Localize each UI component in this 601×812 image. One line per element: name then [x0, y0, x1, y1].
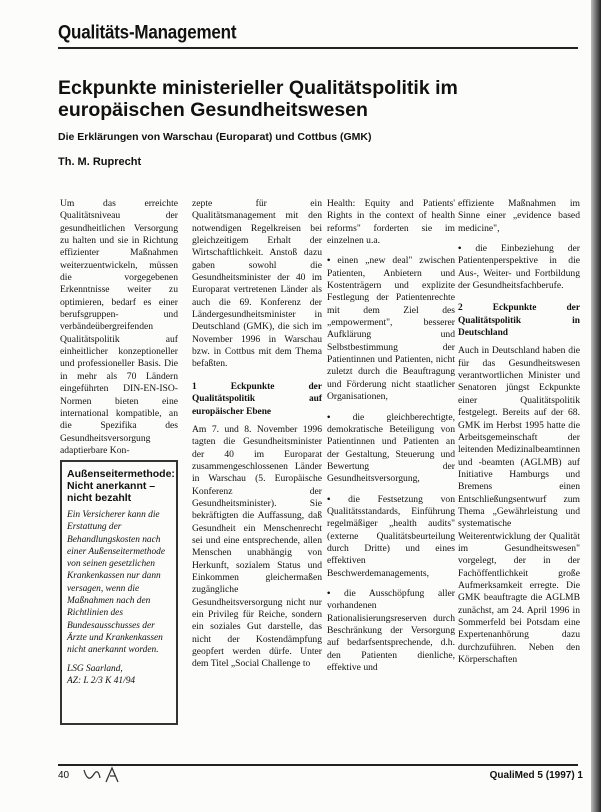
top-rule [58, 47, 578, 49]
article-subtitle: Die Erklärungen von Warschau (Europarat) und Cottbus (GMK) [58, 131, 372, 143]
box-source-court: LSG Saarland, [67, 663, 123, 674]
box-title: Außenseitermethode: Nicht anerkannt – nicht bezahlt [67, 468, 175, 504]
box-source-ref: AZ: L 2/3 K 41/94 [67, 675, 136, 686]
column-1 [60, 198, 178, 457]
column-3 [327, 198, 455, 674]
paragraph: Um das erreichte Qualitätsniveau der gesundheitlichen Versorgung zu halten und sie in Richtung effizienter Maßnahmen weiterzuentwickeln, müssen die vorgegebenen Erkenntnisse weiter zu optimieren, bedarf es einer berufsgruppen- und verbändeübergreifenden Qualitätspolitik auf einheitlicher konzeptioneller und professioneller Basis. Die in mehr als 70 Ländern eingeführten DIN-EN-ISO-Normen bieten eine international kompatible, an die Spezifika des Gesundheitsversorgung adaptierbare Kon- [60, 198, 178, 456]
handwritten-mark-icon [80, 764, 150, 788]
section-heading: Qualitäts-Management [58, 21, 237, 43]
bullet-item: • die Ausschöpfung aller vorhandenen Rationalisierungsreserven durch Beschränkung der Versorgung auf bedarfsentsprechende, d.h. den Patienten dienliche, effektive und [327, 588, 455, 674]
bullet-item: • die gleichberechtigte, demokratische Beteiligung von Patientinnen und Patienten an der Gestaltung, Steuerung und Bewertung der Gesundheitsversorgung, [327, 412, 455, 486]
paragraph: zepte für ein Qualitätsmanagement mit den notwendigen Regelkreisen bei gleichzeitigem Erhalt der Wirtschaftlichkeit. Anstoß dazu gaben sowohl die Gesundheitsminister der 40 im Europarat vertretenen Länder als auch die 69. Konferenz der Ländergesundheitsminister in Deutschland (GMK), die sich im November 1996 in Warschau bzw. in Cottbus mit dem Thema befaßten. [192, 198, 322, 370]
bullet-item: • einen „new deal" zwischen Patienten, Anbietern und Kostenträgern und explizite Festlegung der Patientenrechte mit dem Ziel des „empowerment", besserer Aufklärung und Selbstbestimmung der Patientinnen und Patienten, nicht zuletzt durch die Beauftragung und Förderung nicht staatlicher Organisationen, [327, 255, 455, 403]
bullet-item: • die Einbeziehung der Patientenperspektive in die Aus-, Weiter- und Fortbildung der Gesundheitsfachberufe. [458, 243, 580, 292]
article-author: Th. M. Ruprecht [58, 156, 142, 168]
journal-citation: QualiMed 5 (1997) 1 [489, 770, 583, 781]
box-text: Ein Versicherer kann die Erstattung der Behandlungskosten nach einer Außenseitermethode von seinen gesetzlichen Krankenkassen nur dann versagen, wenn die Maßnahmen nach den Richtlinien des Bundesausschusses der Ärzte und Krankenkassen nicht anerkannt worden. [67, 510, 165, 656]
paragraph: Am 7. und 8. November 1996 tagten die Gesundheitsminister der 40 im Europarat zusammengeschlossenen Länder in Warschau (5. Europäische Konferenz der Gesundheitsminister). Sie bekräftigten die Auffassung, daß Gesundheit ein Menschenrecht sei und eine entsprechende, allen Menschen unabhängig von Herkunft, sozialem Status und Einkommen gleichermaßen zugängliche Gesundheitsversorgung nicht nur ein Privileg für Reiche, sondern ein soziales Gut darstelle, das nicht der Kostendämpfung geopfert werden dürfe. Unter dem Titel „Social Challenge to [192, 423, 322, 670]
page-number: 40 [58, 770, 70, 781]
subheading: 1 Eckpunkte der Qualitätspolitik auf europäischer Ebene [192, 381, 322, 417]
bullet-item: • die Festsetzung von Qualitätsstandards, Einführung regelmäßiger „health audits" (externe Qualitätsbeurteilung durch Dritte) und eines effektiven Beschwerdemanagements, [327, 494, 455, 580]
column-2 [192, 198, 322, 671]
column-4 [458, 198, 580, 666]
paragraph: effiziente Maßnahmen im Sinne einer „evidence based medicine", [458, 198, 580, 234]
paragraph: Auch in Deutschland haben die für das Gesundheitswesen verantwortlichen Minister und Senatoren jüngst Eckpunkte einer Qualitätspolitik festgelegt. Bereits auf der 68. GMK im Herbst 1995 hatte die Arbeitsgemeinschaft der leitenden Medizinalbeamtinnen und -beamten (AGLMB) auf Initiative Hamburgs und Bremens einen Entschließungsentwurf zum Thema „Gewährleistung und systematische Weiterentwicklung der Qualität im Gesundheitswesen" vorgelegt, der in der Fachöffentlichkeit große Aufmerksamkeit erregte. Die GMK beauftragte die AGLMB zunächst, am 24. April 1996 in Sommerfeld bei Potsdam eine Expertenanhörung dazu durchzuführen. Neben den Körperschaften [458, 345, 580, 666]
article-title: Eckpunkte ministerieller Qualitätspolitik im europäischen Gesundheitswesen [58, 77, 458, 121]
scan-edge [591, 0, 601, 812]
subheading: 2 Eckpunkte der Qualitätspolitik in Deutschland [458, 303, 580, 339]
sidebar-box [60, 460, 178, 725]
paragraph: Health: Equity and Patients' Rights in the context of health reforms" forderten sie im einzelnen u.a. [327, 198, 455, 247]
box-source [67, 663, 171, 688]
